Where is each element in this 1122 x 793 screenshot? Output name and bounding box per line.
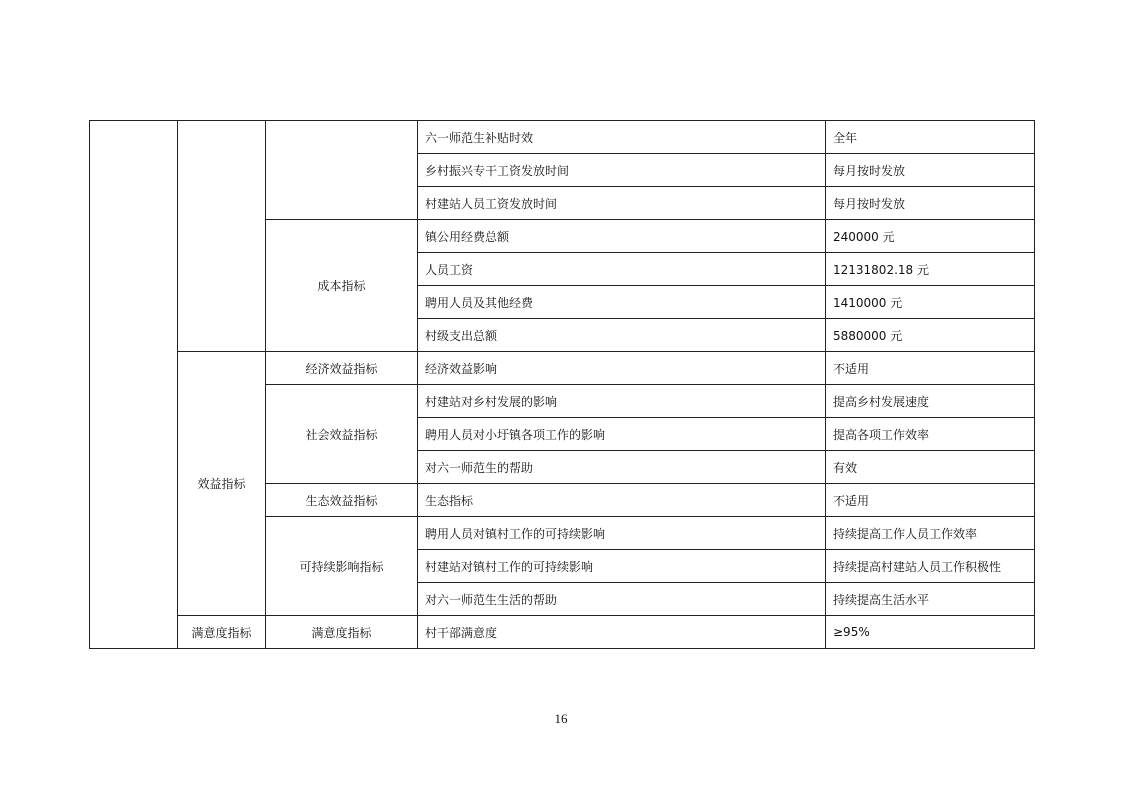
indicator-value: 不适用 (826, 484, 1035, 517)
table-row (90, 352, 1035, 385)
sustainable-impact-indicator-label: 可持续影响指标 (266, 517, 418, 616)
indicator-name: 乡村振兴专干工资发放时间 (418, 154, 826, 187)
indicator-value: 有效 (826, 451, 1035, 484)
indicator-name: 村建站对镇村工作的可持续影响 (418, 550, 826, 583)
social-benefit-indicator-label: 社会效益指标 (266, 385, 418, 484)
indicator-value: 5880000 元 (826, 319, 1035, 352)
third-level-indicator-cell (266, 121, 418, 220)
indicator-value: 每月按时发放 (826, 187, 1035, 220)
indicator-value: 持续提高生活水平 (826, 583, 1035, 616)
economic-benefit-indicator-label: 经济效益指标 (266, 352, 418, 385)
indicator-value: 持续提高村建站人员工作积极性 (826, 550, 1035, 583)
first-level-indicator-cell (90, 121, 178, 649)
second-level-indicator-cell (178, 121, 266, 352)
indicator-name: 聘用人员及其他经费 (418, 286, 826, 319)
indicator-name: 对六一师范生的帮助 (418, 451, 826, 484)
table-row (90, 121, 1035, 154)
indicator-name: 村干部满意度 (418, 616, 826, 649)
indicator-value: 提高各项工作效率 (826, 418, 1035, 451)
indicator-name: 聘用人员对镇村工作的可持续影响 (418, 517, 826, 550)
performance-indicator-table (89, 120, 1035, 649)
cost-indicator-label: 成本指标 (266, 220, 418, 352)
indicator-value: 1410000 元 (826, 286, 1035, 319)
indicator-value: ≥95% (826, 616, 1035, 649)
indicator-value: 全年 (826, 121, 1035, 154)
indicator-value: 240000 元 (826, 220, 1035, 253)
indicator-name: 村级支出总额 (418, 319, 826, 352)
indicator-name: 人员工资 (418, 253, 826, 286)
indicator-name: 镇公用经费总额 (418, 220, 826, 253)
indicator-value: 持续提高工作人员工作效率 (826, 517, 1035, 550)
indicator-name: 经济效益影响 (418, 352, 826, 385)
indicator-name: 村建站对乡村发展的影响 (418, 385, 826, 418)
page-number: 16 (554, 711, 568, 726)
indicator-name: 六一师范生补贴时效 (418, 121, 826, 154)
indicator-value: 12131802.18 元 (826, 253, 1035, 286)
indicator-name: 村建站人员工资发放时间 (418, 187, 826, 220)
satisfaction-sub-indicator-label: 满意度指标 (266, 616, 418, 649)
indicator-value: 每月按时发放 (826, 154, 1035, 187)
table-row (90, 616, 1035, 649)
indicator-name: 生态指标 (418, 484, 826, 517)
indicator-value: 提高乡村发展速度 (826, 385, 1035, 418)
indicator-value: 不适用 (826, 352, 1035, 385)
indicator-name: 对六一师范生生活的帮助 (418, 583, 826, 616)
satisfaction-indicator-label: 满意度指标 (178, 616, 266, 649)
benefit-indicator-label: 效益指标 (178, 352, 266, 616)
indicator-name: 聘用人员对小圩镇各项工作的影响 (418, 418, 826, 451)
ecological-benefit-indicator-label: 生态效益指标 (266, 484, 418, 517)
